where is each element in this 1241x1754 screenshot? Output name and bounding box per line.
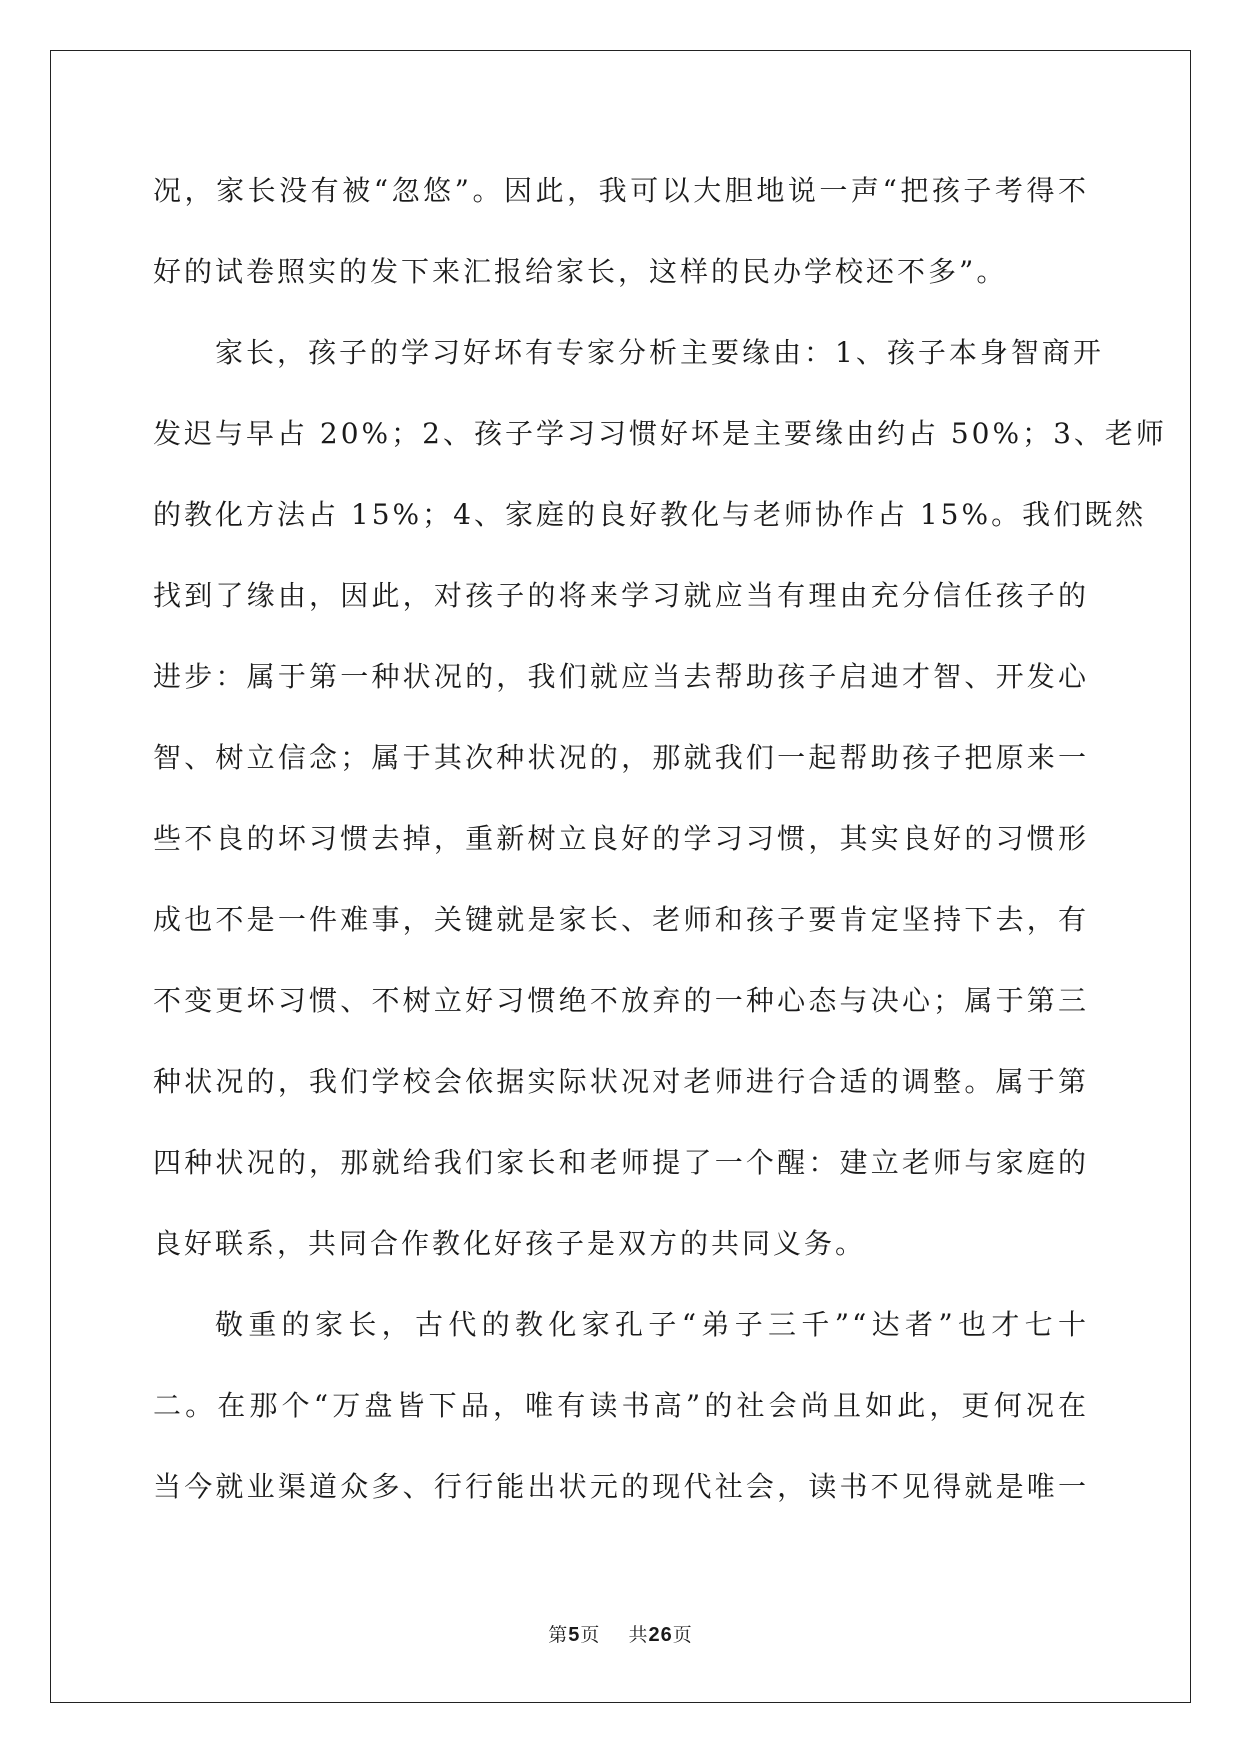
footer-prefix: 第	[548, 1624, 569, 1646]
text-line: 进步：属于第一种状况的，我们就应当去帮助孩子启迪才智、开发心	[153, 660, 1089, 693]
text-line: 发迟与早占 20%；2、孩子学习习惯好坏是主要缘由约占 50%；3、老师	[153, 417, 1167, 450]
total-pages-number: 26	[648, 1624, 673, 1646]
text-line: 二。在那个“万盘皆下品，唯有读书高”的社会尚且如此，更何况在	[153, 1389, 1089, 1422]
text-line: 好的试卷照实的发下来汇报给家长，这样的民办学校还不多”。	[153, 255, 1008, 288]
footer-total-prefix: 共	[628, 1624, 649, 1646]
current-page-number: 5	[568, 1624, 581, 1646]
text-line: 成也不是一件难事，关键就是家长、老师和孩子要肯定坚持下去，有	[153, 903, 1089, 936]
text-line: 当今就业渠道众多、行行能出状元的现代社会，读书不见得就是唯一	[153, 1470, 1089, 1503]
text-line: 找到了缘由，因此，对孩子的将来学习就应当有理由充分信任孩子的	[153, 579, 1089, 612]
text-line: 不变更坏习惯、不树立好习惯绝不放弃的一种心态与决心；属于第三	[153, 984, 1089, 1017]
text-line: 种状况的，我们学校会依据实际状况对老师进行合适的调整。属于第	[153, 1065, 1089, 1098]
footer-total-suffix: 页	[672, 1624, 693, 1646]
text-line: 家长，孩子的学习好坏有专家分析主要缘由：1、孩子本身智商开	[215, 336, 1104, 369]
text-line: 良好联系，共同合作教化好孩子是双方的共同义务。	[153, 1227, 867, 1260]
text-line: 况，家长没有被“忽悠”。因此，我可以大胆地说一声“把孩子考得不	[153, 174, 1089, 207]
document-body	[153, 150, 1167, 1527]
page-footer	[0, 1620, 1241, 1647]
text-line: 智、树立信念；属于其次种状况的，那就我们一起帮助孩子把原来一	[153, 741, 1089, 774]
footer-page-word: 页	[580, 1624, 601, 1646]
text-line: 些不良的坏习惯去掉，重新树立良好的学习习惯，其实良好的习惯形	[153, 822, 1089, 855]
text-line: 的教化方法占 15%；4、家庭的良好教化与老师协作占 15%。我们既然	[153, 498, 1147, 531]
text-line: 四种状况的，那就给我们家长和老师提了一个醒：建立老师与家庭的	[153, 1146, 1089, 1179]
text-line: 敬重的家长，古代的教化家孔子“弟子三千”“达者”也才七十	[215, 1308, 1089, 1341]
